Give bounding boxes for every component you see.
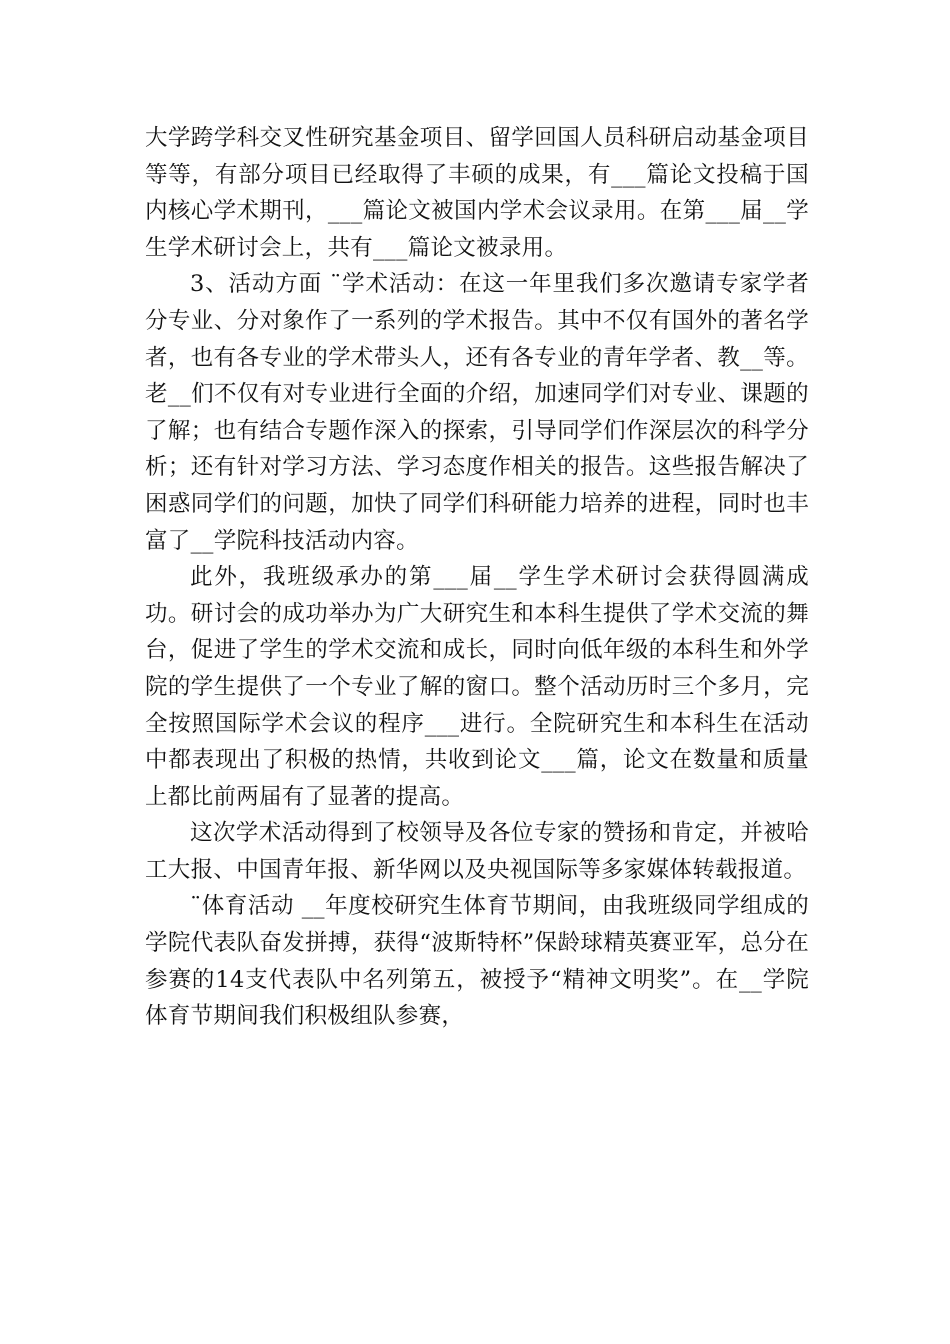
paragraph-sports-activities: ¨体育活动 __年度校研究生体育节期间，由我班级同学组成的学院代表队奋发拼搏，获得“波斯特杯”保龄球精英赛亚军，总分在参赛的14支代表队中名列第五，被授予“精神文明奖”。在__学院体育节期间我们积极组队参赛，: [145, 893, 809, 1030]
paragraph-media-coverage: 这次学术活动得到了校领导及各位专家的赞扬和肯定，并被哈工大报、中国青年报、新华网以及央视国际等多家媒体转载报道。: [145, 820, 809, 883]
paragraph-academic-activities: 3、活动方面 ¨学术活动：在这一年里我们多次邀请专家学者分专业、分对象作了一系列的学术报告。其中不仅有国外的著名学者，也有各专业的学术带头人，还有各专业的青年学者、教__等。老__们不仅有对专业进行全面的介绍，加速同学们对专业、课题的了解；也有结合专题作深入的探索，引导同学们作深层次的科学分析；还有针对学习方法、学习态度作相关的报告。这些报告解决了困惑同学们的问题，加快了同学们科研能力培养的进程，同时也丰富了__学院科技活动内容。: [145, 271, 809, 554]
document-page: [145, 120, 809, 1035]
paragraph-symposium: 此外，我班级承办的第___届__学生学术研讨会获得圆满成功。研讨会的成功举办为广大研究生和本科生提供了学术交流的舞台，促进了学生的学术交流和成长，同时向低年级的本科生和外学院的学生提供了一个专业了解的窗口。整个活动历时三个多月，完全按照国际学术会议的程序___进行。全院研究生和本科生在活动中都表现出了积极的热情，共收到论文___篇，论文在数量和质量上都比前两届有了显著的提高。: [145, 564, 809, 810]
paragraph-research-projects: 大学跨学科交叉性研究基金项目、留学回国人员科研启动基金项目等等，有部分项目已经取得了丰硕的成果，有___篇论文投稿于国内核心学术期刊，___篇论文被国内学术会议录用。在第___届__学生学术研讨会上，共有___篇论文被录用。: [145, 125, 809, 261]
